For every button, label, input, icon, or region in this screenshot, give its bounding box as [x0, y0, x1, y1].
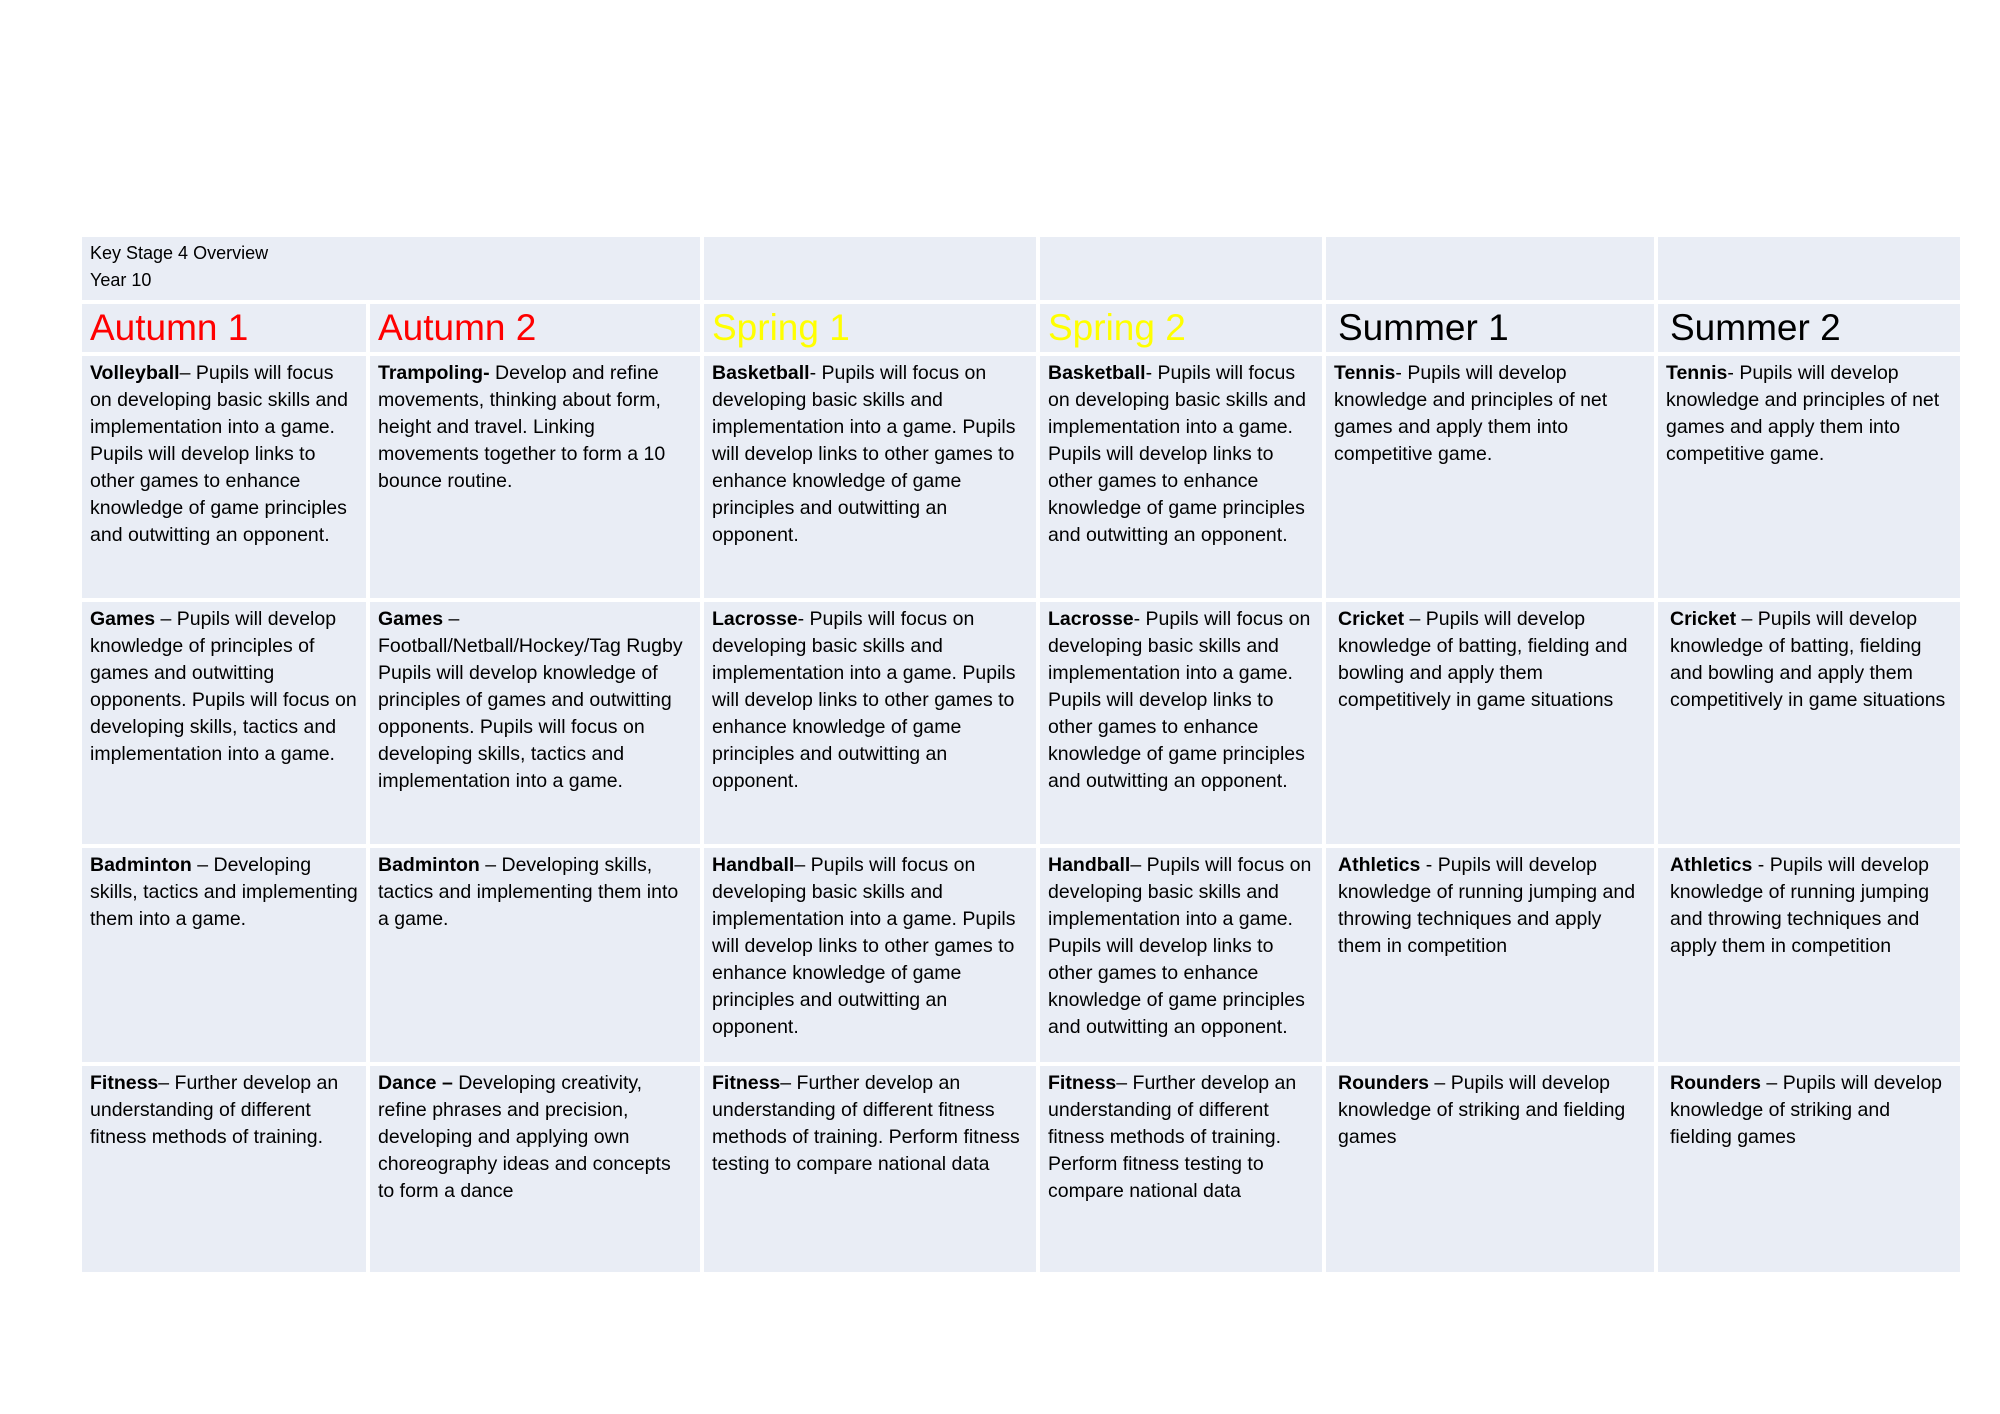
activity-description: - Pupils will focus on developing basic skills and implementation into a game. Pupils will develop links to other games to enhance knowledge of game principles and outwitting an opponent.: [1048, 608, 1311, 792]
term-autumn-1: Autumn 1: [82, 304, 366, 352]
activity-description: - Pupils will focus on developing basic skills and implementation into a game. Pupils will develop links to other games to enhance knowledge of game principles and outwitting an opponent.: [1048, 362, 1306, 546]
activity-description: - Pupils will develop knowledge of running jumping and throwing techniques and apply them in competition: [1670, 854, 1930, 957]
activity-description: – Pupils will develop knowledge of striking and fielding games: [1338, 1072, 1626, 1148]
activity-description: – Pupils will develop knowledge of batting, fielding and bowling and apply them competitively in game situations: [1670, 608, 1946, 711]
empty-header-cell: [1658, 237, 1960, 300]
activity-name: Badminton: [90, 854, 192, 876]
activity-cell: [1658, 1066, 1960, 1272]
empty-header-cell: [1326, 237, 1654, 300]
activity-description: - Pupils will develop knowledge and principles of net games and apply them into competitive game.: [1666, 362, 1940, 465]
activity-cell: [1326, 848, 1654, 1062]
activity-cell: [1040, 356, 1322, 598]
activity-description: – Further develop an understanding of different fitness methods of training. Perform fitness testing to compare national data: [1048, 1072, 1297, 1202]
activity-name: Tennis: [1334, 362, 1396, 384]
activity-description: – Pupils will develop knowledge of principles of games and outwitting opponents. Pupils will focus on developing skills, tactics and implementation into a game.: [90, 608, 357, 765]
activity-cell: [1658, 848, 1960, 1062]
activity-name: Cricket: [1338, 608, 1405, 630]
activity-cell: [370, 356, 700, 598]
activity-cell: [1658, 356, 1960, 598]
activity-name: Badminton: [378, 854, 480, 876]
activity-name: Rounders: [1670, 1072, 1762, 1094]
activity-name: Handball: [712, 854, 795, 876]
term-summer-2: Summer 2: [1658, 304, 1960, 352]
activity-name: Games: [90, 608, 156, 630]
activity-name: Lacrosse: [712, 608, 798, 630]
activity-cell: [1326, 1066, 1654, 1272]
empty-header-cell: [1040, 237, 1322, 300]
year-label: Year 10: [90, 270, 152, 290]
activity-description: – Developing skills, tactics and implementing them into a game.: [90, 854, 358, 930]
activity-cell: [1326, 602, 1654, 844]
activity-description: - Pupils will focus on developing basic skills and implementation into a game. Pupils will develop links to other games to enhance knowledge of game principles and outwitting an opponent.: [712, 362, 1016, 546]
title-row: [82, 237, 1960, 300]
activity-cell: [1658, 602, 1960, 844]
activity-name: Lacrosse: [1048, 608, 1134, 630]
activity-name: Tennis: [1666, 362, 1728, 384]
document-title: Key Stage 4 Overview: [90, 243, 269, 263]
activity-name: Basketball: [1048, 362, 1146, 384]
activity-name: Athletics: [1670, 854, 1753, 876]
activity-cell: [82, 602, 366, 844]
activity-row-3: [82, 848, 1960, 1062]
empty-header-cell: [704, 237, 1036, 300]
activity-cell: [704, 1066, 1036, 1272]
activity-description: – Pupils will focus on developing basic skills and implementation into a game. Pupils will develop links to other games to enhance knowledge of game principles and outwitting an opponent.: [90, 362, 348, 546]
term-spring-1: Spring 1: [704, 304, 1036, 352]
activity-description: Developing creativity, refine phrases and precision, developing and applying own choreography ideas and concepts to form a dance: [378, 1072, 671, 1202]
activity-name: Dance –: [378, 1072, 453, 1094]
activity-cell: [370, 602, 700, 844]
activity-cell: [704, 356, 1036, 598]
activity-cell: [370, 1066, 700, 1272]
activity-cell: [1040, 602, 1322, 844]
activity-description: – Pupils will develop knowledge of batting, fielding and bowling and apply them competitively in game situations: [1338, 608, 1628, 711]
activity-cell: [82, 848, 366, 1062]
activity-name: Fitness: [712, 1072, 781, 1094]
term-summer-1: Summer 1: [1326, 304, 1654, 352]
activity-description: – Developing skills, tactics and implementing them into a game.: [378, 854, 679, 930]
activity-name: Fitness: [90, 1072, 159, 1094]
term-header-row: [82, 304, 1960, 352]
activity-description: – Further develop an understanding of different fitness methods of training. Perform fitness testing to compare national data: [712, 1072, 1020, 1175]
activity-cell: [82, 356, 366, 598]
activity-name: Fitness: [1048, 1072, 1117, 1094]
activity-description: – Football/Netball/Hockey/Tag Rugby Pupils will develop knowledge of principles of games and outwitting opponents. Pupils will focus on developing skills, tactics and implementation into a game.: [378, 608, 683, 792]
activity-name: Basketball: [712, 362, 810, 384]
activity-description: – Pupils will develop knowledge of striking and fielding games: [1670, 1072, 1943, 1148]
title-cell: [82, 237, 700, 300]
activity-cell: [1040, 848, 1322, 1062]
activity-description: - Pupils will develop knowledge and principles of net games and apply them into competitive game.: [1334, 362, 1608, 465]
activity-row-2: [82, 602, 1960, 844]
activity-row-4: [82, 1066, 1960, 1272]
activity-name: Rounders: [1338, 1072, 1430, 1094]
activity-name: Handball: [1048, 854, 1131, 876]
activity-description: - Pupils will focus on developing basic skills and implementation into a game. Pupils will develop links to other games to enhance knowledge of game principles and outwitting an opponent.: [712, 608, 1016, 792]
term-autumn-2: Autumn 2: [370, 304, 700, 352]
activity-description: Develop and refine movements, thinking about form, height and travel. Linking movements together to form a 10 bounce routine.: [378, 362, 666, 492]
activity-row-1: [82, 356, 1960, 598]
activity-description: – Pupils will focus on developing basic skills and implementation into a game. Pupils will develop links to other games to enhance knowledge of game principles and outwitting an opponent.: [712, 854, 1016, 1038]
activity-description: – Pupils will focus on developing basic skills and implementation into a game. Pupils will develop links to other games to enhance knowledge of game principles and outwitting an opponent.: [1048, 854, 1312, 1038]
activity-cell: [1326, 356, 1654, 598]
activity-cell: [1040, 1066, 1322, 1272]
activity-cell: [704, 848, 1036, 1062]
activity-description: - Pupils will develop knowledge of running jumping and throwing techniques and apply them in competition: [1338, 854, 1636, 957]
term-spring-2: Spring 2: [1040, 304, 1322, 352]
activity-cell: [370, 848, 700, 1062]
activity-name: Volleyball: [90, 362, 180, 384]
activity-name: Cricket: [1670, 608, 1737, 630]
activity-name: Athletics: [1338, 854, 1421, 876]
activity-name: Games: [378, 608, 444, 630]
activity-cell: [704, 602, 1036, 844]
activity-cell: [82, 1066, 366, 1272]
activity-name: Trampoling-: [378, 362, 490, 384]
activity-description: – Further develop an understanding of different fitness methods of training.: [90, 1072, 339, 1148]
ks4-overview-table: [78, 233, 1964, 1276]
